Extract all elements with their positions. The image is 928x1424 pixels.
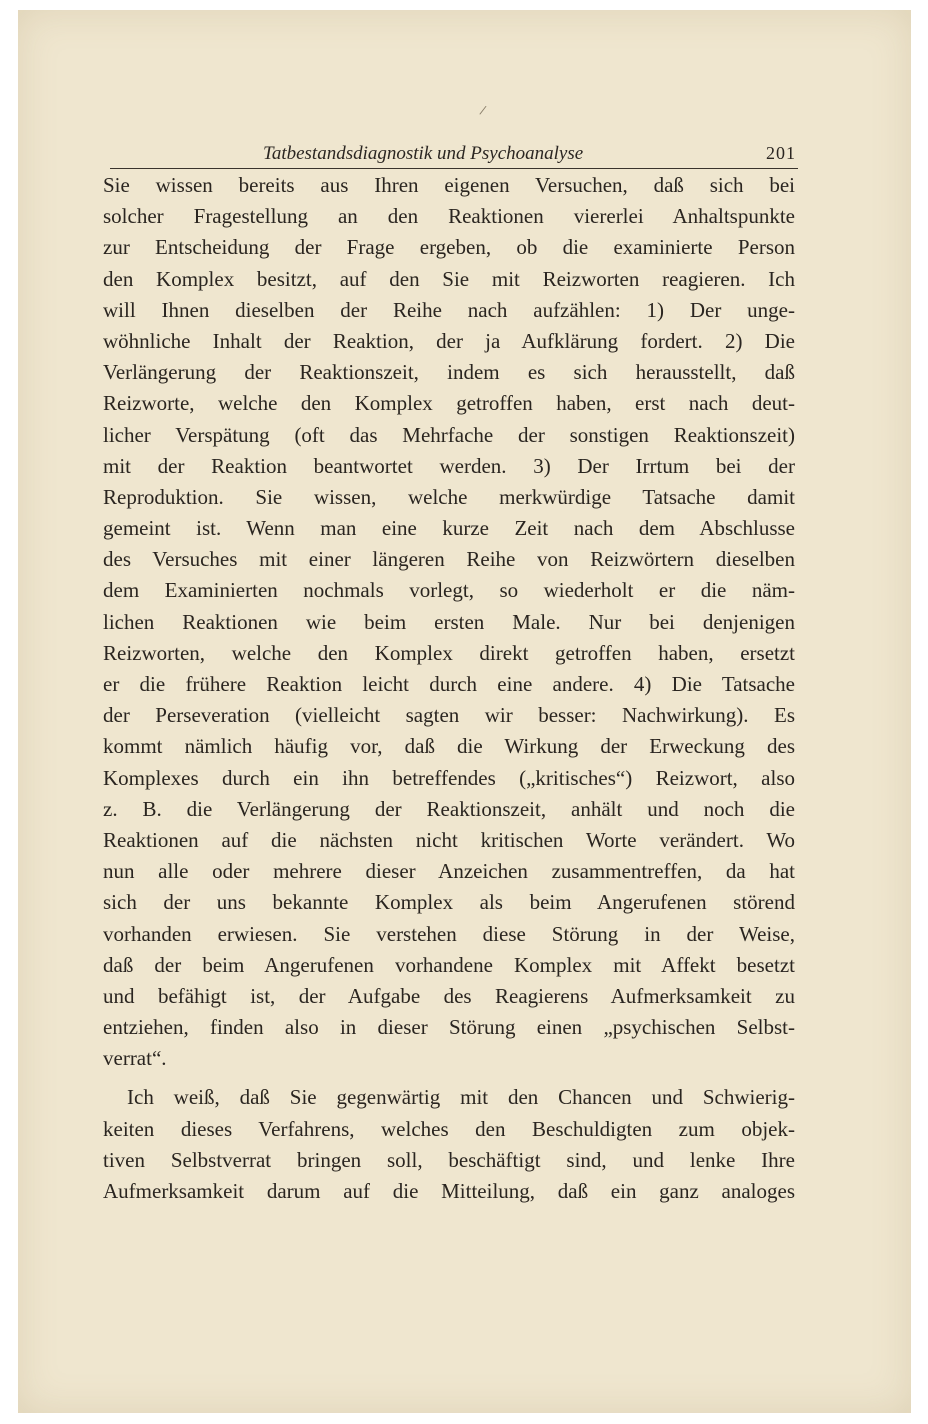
header-rule xyxy=(110,168,798,169)
text-line: sich der uns bekannte Komplex als beim Angerufenen störend xyxy=(103,890,795,915)
text-line: wöhnliche Inhalt der Reaktion, der ja Aufklärung fordert. 2) Die xyxy=(103,328,795,353)
text-line: lichen Reaktionen wie beim ersten Male. Nur bei denjenigen xyxy=(103,609,795,634)
text-line: Ich weiß, daß Sie gegenwärtig mit den Chancen und Schwierig- xyxy=(127,1085,795,1110)
text-line: licher Verspätung (oft das Mehrfache der sonstigen Reaktionszeit) xyxy=(103,422,795,447)
paragraph-1 xyxy=(103,170,795,1074)
text-line: Verlängerung der Reaktionszeit, indem es sich herausstellt, daß xyxy=(103,360,795,385)
text-line: und befähigt ist, der Aufgabe des Reagierens Aufmerksamkeit zu xyxy=(103,983,795,1008)
text-line: zur Entscheidung der Frage ergeben, ob die examinierte Person xyxy=(103,235,795,260)
text-line: daß der beim Angerufenen vorhandene Komplex mit Affekt besetzt xyxy=(103,952,795,977)
text-line: Reizworten, welche den Komplex direkt getroffen haben, ersetzt xyxy=(103,640,795,665)
text-line: mit der Reaktion beantwortet werden. 3) Der Irrtum bei der xyxy=(103,453,795,478)
text-line: tiven Selbstverrat bringen soll, beschäftigt sind, und lenke Ihre xyxy=(103,1147,795,1172)
text-line: er die frühere Reaktion leicht durch eine andere. 4) Die Tatsache xyxy=(103,672,795,696)
text-line: vorhanden erwiesen. Sie verstehen diese Störung in der Weise, xyxy=(103,921,795,946)
paragraph-gap xyxy=(103,1074,795,1082)
text-line: keiten dieses Verfahrens, welches den Beschuldigten zum objek- xyxy=(103,1116,795,1141)
paragraph-2 xyxy=(103,1082,795,1207)
text-line: Reaktionen auf die nächsten nicht kritischen Worte verändert. Wo xyxy=(103,827,795,852)
page-number: 201 xyxy=(766,143,796,163)
stray-pencil-mark: / xyxy=(478,102,488,118)
text-line: Reproduktion. Sie wissen, welche merkwürdige Tatsache damit xyxy=(103,484,795,509)
text-line: solcher Fragestellung an den Reaktionen viererlei Anhaltspunkte xyxy=(103,204,795,229)
page-header xyxy=(113,143,801,169)
text-line: kommt nämlich häufig vor, daß die Wirkung der Erweckung des xyxy=(103,734,795,759)
text-line: Komplexes durch ein ihn betreffendes („kritisches“) Reizwort, also xyxy=(103,765,795,790)
text-line: dem Examinierten nochmals vorlegt, so wiederholt er die näm- xyxy=(103,578,795,603)
text-line: den Komplex besitzt, auf den Sie mit Reizworten reagieren. Ich xyxy=(103,266,795,291)
text-line: z. B. die Verlängerung der Reaktionszeit, anhält und noch die xyxy=(103,796,795,821)
text-line: nun alle oder mehrere dieser Anzeichen zusammentreffen, da hat xyxy=(103,859,795,884)
text-line: entziehen, finden also in dieser Störung einen „psychischen Selbst- xyxy=(103,1015,795,1040)
running-title: Tatbestandsdiagnostik und Psychoanalyse xyxy=(263,143,584,164)
text-line: verrat“. xyxy=(103,1046,167,1071)
text-line: Aufmerksamkeit darum auf die Mitteilung, daß ein ganz analoges xyxy=(103,1179,795,1203)
body-text xyxy=(103,170,795,1207)
text-line: will Ihnen dieselben der Reihe nach aufzählen: 1) Der unge- xyxy=(103,297,795,322)
text-line: gemeint ist. Wenn man eine kurze Zeit nach dem Abschlusse xyxy=(103,516,795,541)
text-line: Sie wissen bereits aus Ihren eigenen Versuchen, daß sich bei xyxy=(103,173,795,197)
text-line: des Versuches mit einer längeren Reihe von Reizwörtern dieselben xyxy=(103,547,795,572)
text-line: Reizworte, welche den Komplex getroffen haben, erst nach deut- xyxy=(103,391,795,416)
text-line: der Perseveration (vielleicht sagten wir besser: Nachwirkung). Es xyxy=(103,703,795,728)
